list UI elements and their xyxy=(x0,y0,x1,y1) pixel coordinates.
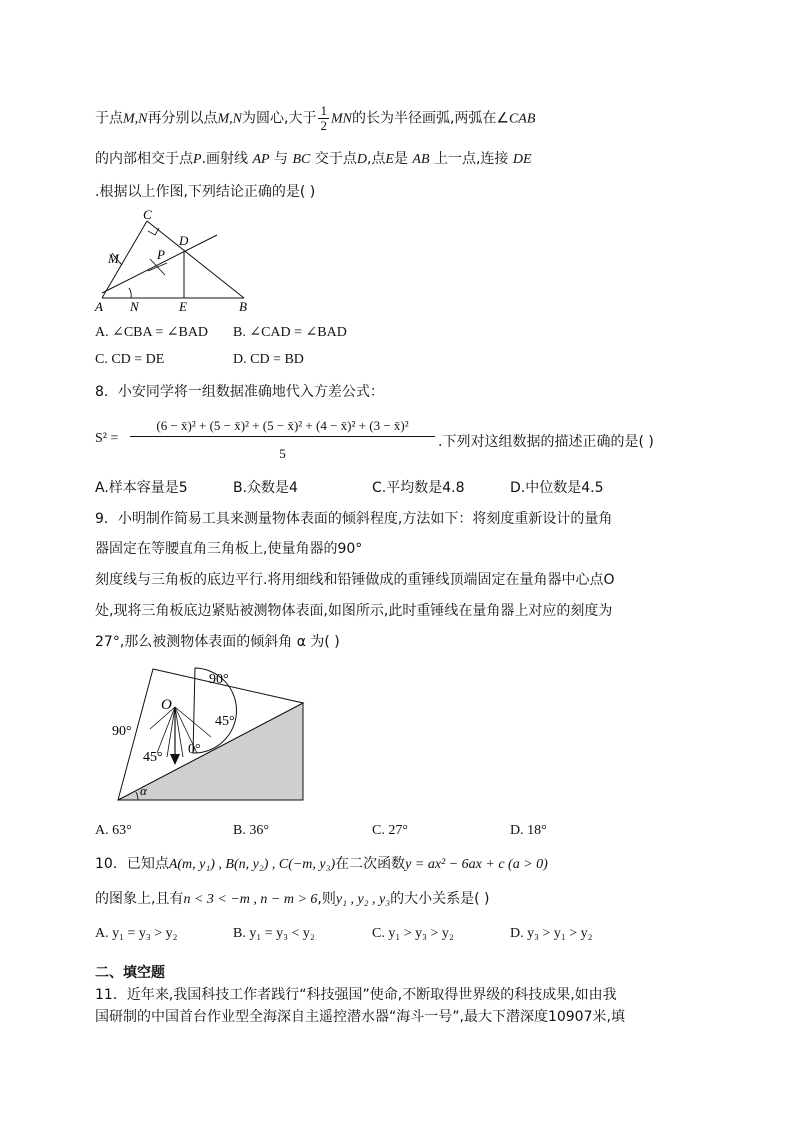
q8-formula-numerator: (6 − x̄)² + (5 − x̄)² + (5 − x̄)² + (4 − x̄)² + (3 − x̄)² xyxy=(130,418,435,437)
label-C: C xyxy=(143,207,152,222)
label-right-45: 45° xyxy=(215,714,235,729)
q9-line2: 器固定在等腰直角三角板上,使量角器的90° xyxy=(95,541,363,557)
q7-option-b[interactable]: B. ∠CAD = ∠BAD xyxy=(233,325,347,340)
q10-option-d[interactable]: D. y₃ > y₁ > y₂ xyxy=(510,926,593,941)
q7-line1: 于点M,N再分别以点M,N为圆心,大于 $\frac{1}{2}$ MN的长为半径画弧,两弧在∠CAB xyxy=(95,103,536,133)
q9-line1: 9．小明制作简易工具来测量物体表面的倾斜程度,方法如下：将刻度重新设计的量角 xyxy=(95,511,613,527)
q9-line3: 刻度线与三角板的底边平行.将用细线和铅锤做成的重锤线顶端固定在量角器中心点O xyxy=(95,572,615,588)
q9-protractor-figure xyxy=(105,665,310,805)
label-left-45: 45° xyxy=(143,750,163,765)
half-fraction: $\frac{1}{2}$ xyxy=(320,103,327,133)
q8-stem: 8．小安同学将一组数据准确地代入方差公式： xyxy=(95,384,384,400)
q11-line1: 11．近年来,我国科技工作者践行“科技强国”使命,不断取得世界级的科技成果,如由我 xyxy=(95,987,617,1003)
label-A: A xyxy=(95,299,103,314)
q9-option-c[interactable]: C. 27° xyxy=(372,823,408,838)
q8-option-d[interactable]: D.中位数是4.5 xyxy=(510,480,604,496)
label-top-90: 90° xyxy=(209,672,229,687)
q7-triangle-figure xyxy=(90,205,260,315)
label-left-90: 90° xyxy=(112,724,132,739)
q10-line1: 10．已知点A(m, y₁) , B(n, y₂) , C(−m, y₃)在二次函数y = ax² − 6ax + c (a > 0) xyxy=(95,856,548,872)
label-P: P xyxy=(157,247,165,262)
q10-line2: 的图象上,且有n < 3 < −m , n − m > 6,则y₁ , y₂ , y₃的大小关系是( ) xyxy=(95,891,490,907)
q10-option-c[interactable]: C. y₁ > y₃ > y₂ xyxy=(372,926,454,941)
section-title-fill-blank: 二、填空题 xyxy=(95,965,165,981)
q8-formula-tail: .下列对这组数据的描述正确的是( ) xyxy=(438,434,654,450)
q9-line5: 27°,那么被测物体表面的倾斜角 α 为( ) xyxy=(95,634,340,650)
q11-line2: 国研制的中国首台作业型全海深自主遥控潜水器“海斗一号”,最大下潜深度10907米,填 xyxy=(95,1009,625,1025)
q9-option-d[interactable]: D. 18° xyxy=(510,823,547,838)
q7-line3: .根据以上作图,下列结论正确的是( ) xyxy=(95,184,316,200)
q8-option-b[interactable]: B.众数是4 xyxy=(233,480,298,496)
q7-line2: 的内部相交于点P.画射线 AP 与 BC 交于点D,点E是 AB 上一点,连接 DE xyxy=(95,151,532,167)
q9-option-a[interactable]: A. 63° xyxy=(95,823,132,838)
q8-formula-denominator: 5 xyxy=(279,446,286,461)
q9-line4: 处,现将三角板底边紧贴被测物体表面,如图所示,此时重锤线在量角器上对应的刻度为 xyxy=(95,603,613,619)
q7-option-d[interactable]: D. CD = BD xyxy=(233,352,304,367)
q7-option-c[interactable]: C. CD = DE xyxy=(95,352,165,367)
q10-option-a[interactable]: A. y₁ = y₃ > y₂ xyxy=(95,926,178,941)
q7-option-a[interactable]: A. ∠CBA = ∠BAD xyxy=(95,325,209,340)
label-M: M xyxy=(108,251,119,266)
label-zero: 0° xyxy=(188,742,201,757)
label-N: N xyxy=(130,299,139,314)
q10-option-b[interactable]: B. y₁ = y₃ < y₂ xyxy=(233,926,315,941)
label-B: B xyxy=(239,299,247,314)
q8-option-c[interactable]: C.平均数是4.8 xyxy=(372,480,465,496)
q8-option-a[interactable]: A.样本容量是5 xyxy=(95,480,188,496)
label-O: O xyxy=(161,697,172,713)
q8-formula-lhs: S² = xyxy=(95,431,119,446)
label-D: D xyxy=(179,233,189,248)
label-alpha: α xyxy=(140,783,147,798)
label-E: E xyxy=(179,299,187,314)
q9-option-b[interactable]: B. 36° xyxy=(233,823,269,838)
